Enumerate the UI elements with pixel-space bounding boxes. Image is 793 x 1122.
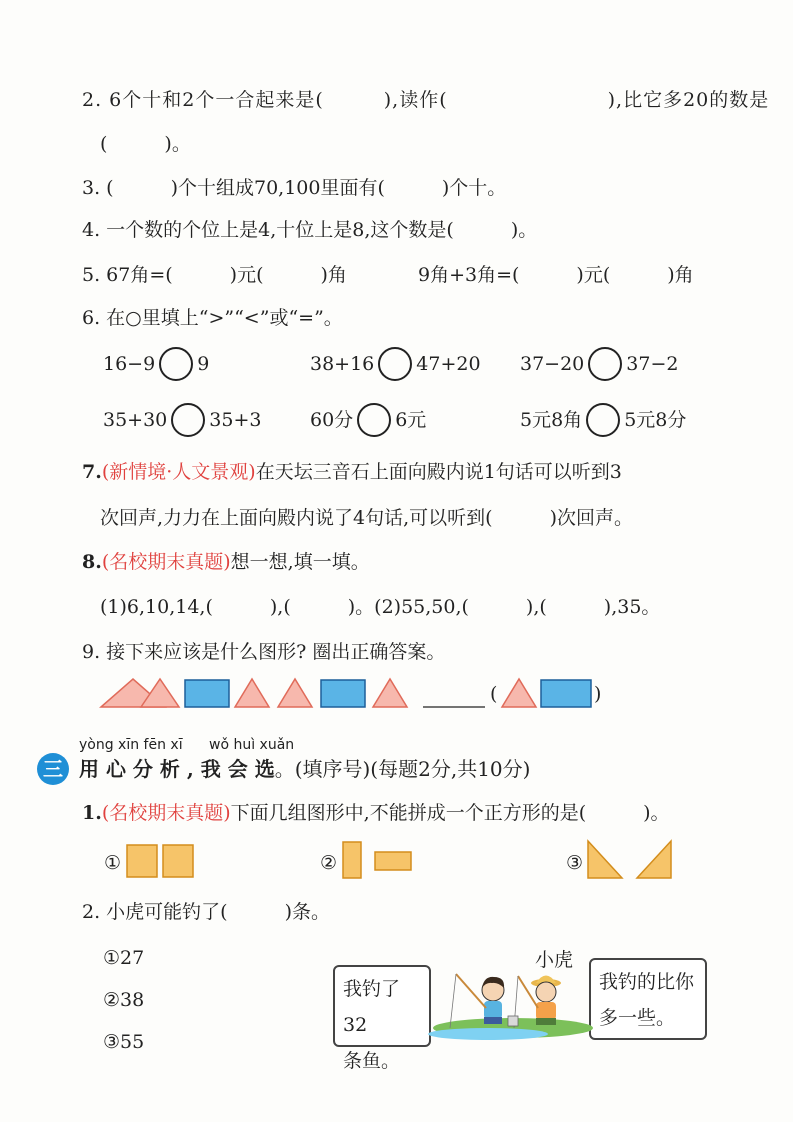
bucket-icon	[508, 1016, 518, 1026]
triangle-shape	[235, 679, 269, 707]
question-text: 下面几组图形中,不能拼成一个正方形的是( )。	[230, 802, 670, 824]
rectangle-shape	[343, 842, 361, 878]
compare-expression	[310, 347, 481, 381]
kid-head-icon	[536, 982, 556, 1002]
answer-paren-close: )	[594, 683, 602, 705]
option-1-shapes	[125, 842, 195, 880]
question-7-line-1	[82, 460, 622, 484]
compare-left: 38+16	[310, 353, 375, 375]
option-label: ②	[320, 852, 338, 874]
option-item: ③55	[103, 1031, 145, 1053]
question-number: 1.	[82, 802, 102, 824]
triangle-shape	[502, 679, 536, 707]
compare-expression	[520, 347, 678, 381]
question-9-title: 9. 接下来应该是什么图形? 圈出正确答案。	[82, 641, 446, 663]
question-3: 3. ( )个十组成70,100里面有( )个十。	[82, 177, 507, 199]
section-note: 。(填序号)(每题2分,共10分)	[274, 757, 531, 781]
question-2-line-2: ( )。	[100, 133, 191, 155]
option-item: ①27	[103, 947, 145, 969]
question-5-right: 9角+3角=( )元( )角	[418, 264, 694, 286]
question-5-left: 5. 67角=( )元( )角	[82, 264, 347, 286]
section-marker-label: 三	[43, 757, 63, 781]
speech-bubble-left	[333, 965, 431, 1072]
compare-circle[interactable]	[159, 347, 193, 381]
rectangle-shape	[185, 680, 229, 707]
kid-legs-icon	[536, 1018, 556, 1025]
compare-right: 37−2	[626, 353, 679, 375]
compare-left: 16−9	[103, 353, 156, 375]
compare-left: 5元8角	[520, 409, 583, 431]
shape-pattern	[95, 676, 605, 712]
question-number: 7.	[82, 461, 102, 483]
compare-circle[interactable]	[378, 347, 412, 381]
compare-circle[interactable]	[357, 403, 391, 437]
water-icon	[428, 1028, 548, 1040]
fishing-line-icon	[450, 974, 456, 1028]
speech-bubble-right	[589, 958, 707, 1040]
kid-body-icon	[536, 1002, 556, 1020]
compare-circle[interactable]	[588, 347, 622, 381]
compare-expression	[103, 403, 261, 437]
compare-right: 6元	[395, 409, 427, 431]
triangle-shape	[278, 679, 312, 707]
bubble-line: 条鱼。	[343, 1050, 401, 1072]
compare-circle[interactable]	[171, 403, 205, 437]
question-8-title	[82, 550, 370, 574]
question-7-line-2: 次回声,力力在上面向殿内说了4句话,可以听到( )次回声。	[100, 507, 633, 529]
question-text: 想一想,填一填。	[230, 551, 370, 573]
compare-expression	[310, 403, 426, 437]
question-8-sequences: (1)6,10,14,( ),( )。(2)55,50,( ),( ),35。	[100, 596, 661, 618]
option-label: ③	[566, 852, 584, 874]
right-triangle-shape	[588, 841, 622, 878]
compare-expression	[520, 403, 686, 437]
s3-question-1	[82, 801, 670, 825]
rectangle-shape	[375, 852, 411, 870]
question-6-title: 6. 在○里填上“>”“<”或“=”。	[82, 307, 343, 329]
question-2-line-1: 2. 6个十和2个一合起来是( ),读作( ),比它多20的数是	[82, 89, 770, 111]
question-tag: (名校期末真题)	[101, 551, 231, 573]
square-shape	[127, 845, 157, 877]
compare-circle[interactable]	[586, 403, 620, 437]
option-item: ②38	[103, 989, 145, 1011]
s3-question-2: 2. 小虎可能钓了( )条。	[82, 901, 330, 923]
compare-left: 35+30	[103, 409, 168, 431]
pinyin-right: wǒ huì xuǎn	[209, 737, 295, 753]
option-label: ①	[104, 852, 122, 874]
compare-left: 37−20	[520, 353, 585, 375]
question-4: 4. 一个数的个位上是4,十位上是8,这个数是( )。	[82, 219, 538, 241]
option-3-shapes	[585, 838, 675, 882]
compare-right: 9	[197, 353, 210, 375]
kid-legs-icon	[484, 1017, 502, 1024]
section-marker	[37, 753, 69, 785]
bubble-line: 多一些。	[599, 1007, 676, 1029]
option-2-shapes	[340, 840, 416, 882]
rectangle-shape	[541, 680, 591, 707]
section-title	[79, 757, 530, 781]
question-number: 8.	[82, 551, 102, 573]
question-tag: (名校期末真题)	[101, 802, 231, 824]
fishing-rod-icon	[456, 974, 486, 1008]
question-text: 在天坛三音石上面向殿内说1句话可以听到3	[255, 461, 622, 483]
compare-right: 35+3	[209, 409, 262, 431]
square-shape	[163, 845, 193, 877]
fishing-kids-illustration	[428, 968, 598, 1040]
section-heading: 用 心 分 析 , 我 会 选	[79, 757, 275, 781]
kid-body-icon	[484, 1001, 502, 1019]
right-triangle-shape	[637, 841, 671, 878]
compare-right: 5元8分	[624, 409, 687, 431]
compare-expression	[103, 347, 209, 381]
question-tag: (新情境·人文景观)	[101, 461, 256, 483]
bubble-line: 我钓的比你	[599, 971, 695, 993]
rectangle-shape	[321, 680, 365, 707]
compare-left: 60分	[310, 409, 354, 431]
compare-right: 47+20	[416, 353, 481, 375]
pinyin-left: yòng xīn fēn xī	[79, 737, 183, 753]
triangle-shape	[373, 679, 407, 707]
bubble-line: 我钓了32	[343, 978, 401, 1036]
character-name: 小虎	[535, 949, 574, 971]
answer-paren-open: (	[490, 683, 498, 705]
